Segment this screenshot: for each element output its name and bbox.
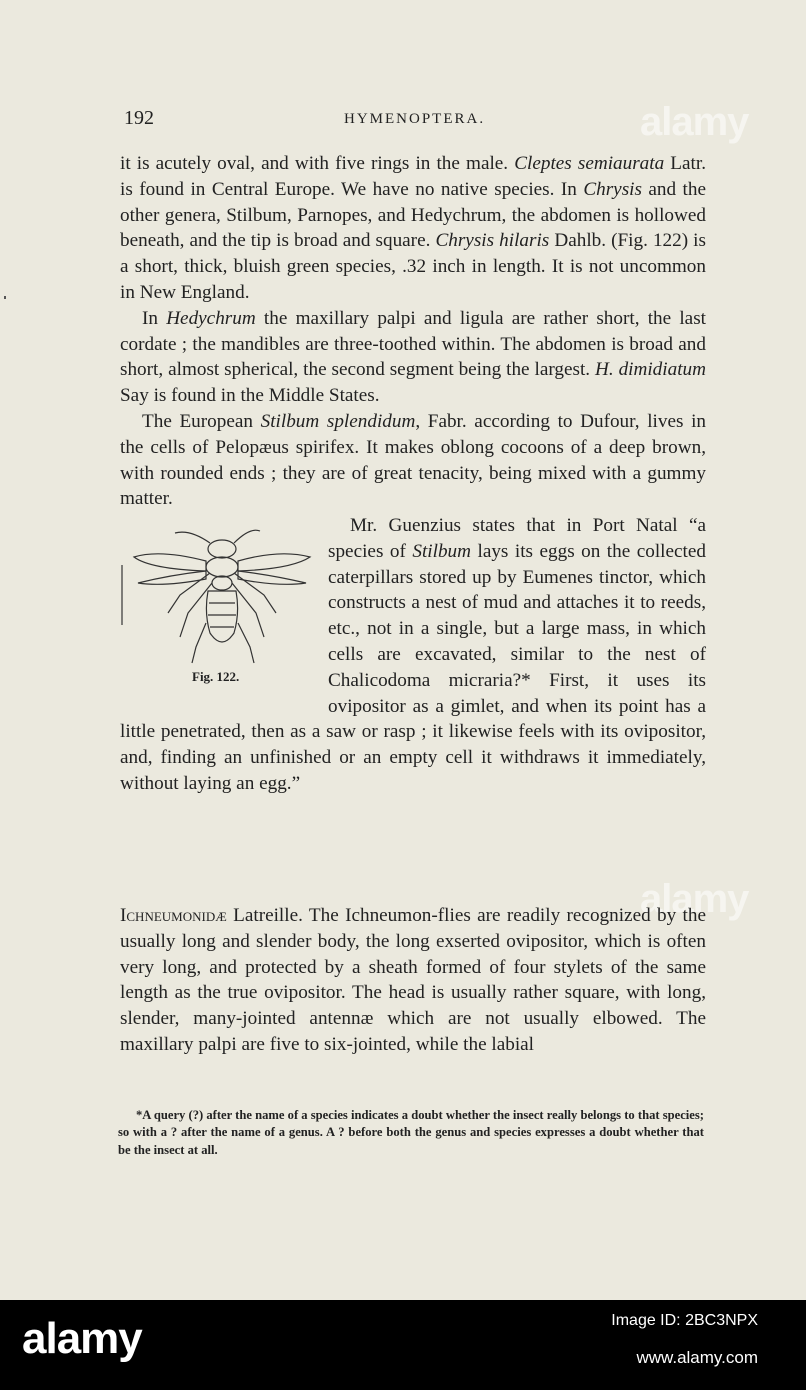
text-run: , Fabr. according to Dufour, lives in the cells of Pelopæus spirifex. It makes oblong cocoons of a deep brown, with rounded ends ; they are of great tenacity, being mixed with a gummy matter. — [120, 410, 706, 510]
text-run: lays its eggs on the collected caterpillars stored up by Eumenes tinctor, which constructs a nest of mud and attaches it to reeds, etc., not in a single, but a large mass, in which cells are excavated, similar to the nest of Chalicodoma micraria?* First, it uses its ovipositor as a gimlet, and when its point has a little penetrated, then as a saw or rasp ; it likewise feels with its ovipositor, and, finding an unfinished or an empty cell it withdraws it immediately, without laying an egg.” — [120, 540, 706, 794]
genus-name: Chrysis — [583, 178, 642, 200]
stock-photo-bar — [0, 1300, 806, 1390]
margin-mark — [4, 296, 6, 299]
paragraph-5 — [120, 903, 706, 1058]
paragraph-1 — [120, 151, 706, 306]
page-number: 192 — [124, 107, 154, 129]
figure-caption: Fig. 122. — [192, 669, 240, 684]
body-text-lower — [120, 903, 706, 1058]
text-run: Mr. Guenzius states that in Port Natal “a species of — [328, 515, 706, 562]
site-url: www.alamy.com — [636, 1348, 758, 1367]
species-name: Cleptes semiaurata — [514, 153, 665, 174]
species-name: H. dimidiatum — [595, 359, 706, 381]
body-text-figure — [120, 513, 706, 797]
body-text-upper — [120, 151, 706, 512]
watermark-middle: alamy — [640, 877, 749, 921]
text-run: and the other genera, Stilbum, Parnopes, and Hedychrum, the abdomen is hollowed beneath, and the tip is broad and square. — [120, 178, 706, 252]
text-run: Latreille. The Ichneumon-flies are readily recognized by the usually long and slender body, the long exserted ovipositor, which is often very long, and protected by a sheath formed of four stylets of the same length as the true ovipositor. The head is usually rather square, with long, slender, many-jointed antennæ which are not usually elbowed. The maxillary palpi are five to six-jointed, while the labial — [120, 905, 706, 1055]
page-header — [120, 105, 704, 135]
text-run: the maxillary palpi and ligula are rather short, the last cordate ; the mandibles are three-toothed within. The abdomen is broad and short, almost spherical, the second segment being the largest. — [120, 307, 707, 381]
text-run: Dahlb. (Fig. 122) is a short, thick, bluish green species, .32 inch in length. It is not uncommon in New England. — [120, 230, 706, 303]
paragraph-3 — [120, 409, 706, 512]
species-name: Stilbum splendidum — [260, 410, 416, 432]
image-id-label: Image ID: 2BC3NPX — [611, 1312, 758, 1329]
genus-name: Stilbum — [412, 540, 471, 562]
text-run: it is acutely oval, and with five rings in the male. — [120, 153, 515, 174]
family-name: Ichneumonidæ — [120, 905, 227, 926]
text-run: Latr. is found in Central Europe. We have no native species. In — [120, 153, 706, 200]
footnote-text: *A query (?) after the name of a species indicates a doubt whether the insect really belongs to that species; so with a ? after the name of a genus. A ? before both the genus and species expresses a doubt whether that be the insect at all. — [118, 1108, 704, 1157]
running-head: HYMENOPTERA. — [344, 111, 486, 127]
text-run: The European — [142, 410, 261, 432]
species-name: Chrysis hilaris — [435, 230, 550, 252]
genus-name: Hedychrum — [166, 307, 256, 329]
footnote — [118, 1107, 704, 1159]
text-run: In — [142, 307, 167, 329]
brand-logo: alamy — [22, 1314, 142, 1363]
figure-122 — [120, 513, 324, 695]
paragraph-2 — [120, 306, 706, 409]
watermark-top: alamy — [640, 100, 749, 144]
text-run: Say is found in the Middle States. — [120, 385, 380, 407]
